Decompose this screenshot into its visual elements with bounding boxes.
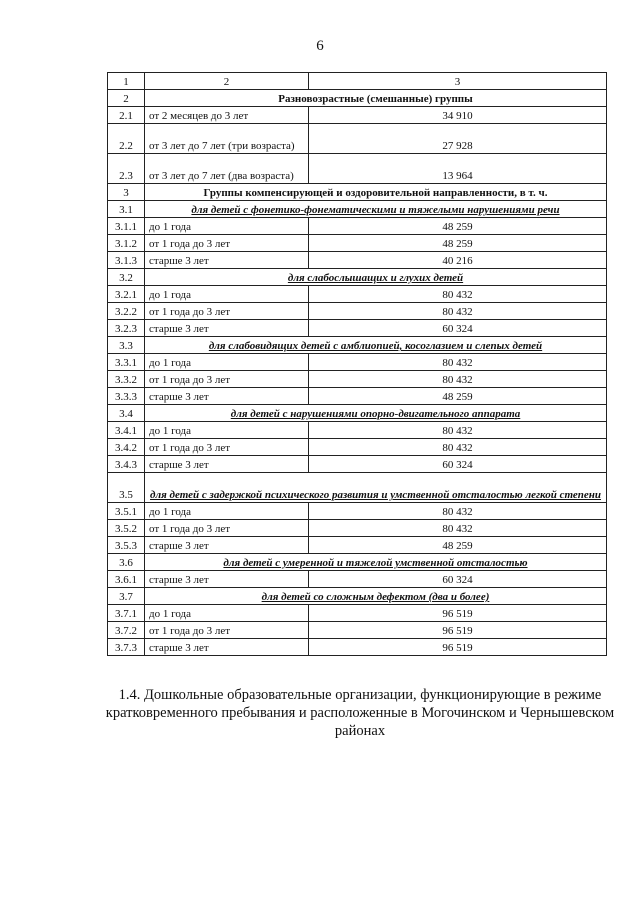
cost-value-cell: 96 519 xyxy=(309,639,607,656)
age-range-cell: старше 3 лет xyxy=(145,571,309,588)
table-row xyxy=(108,571,607,588)
age-range-cell: от 2 месяцев до 3 лет xyxy=(145,107,309,124)
cost-value-cell: 34 910 xyxy=(309,107,607,124)
table-row xyxy=(108,252,607,269)
page-number: 6 xyxy=(316,38,324,54)
cost-value-cell: 40 216 xyxy=(309,252,607,269)
group-header-row xyxy=(108,90,607,107)
table-row xyxy=(108,235,607,252)
row-number: 3.1.1 xyxy=(108,218,145,235)
table-row xyxy=(108,439,607,456)
age-range-cell: старше 3 лет xyxy=(145,639,309,656)
cost-value-cell: 80 432 xyxy=(309,503,607,520)
subgroup-header-row xyxy=(108,201,607,218)
age-range-cell: до 1 года xyxy=(145,354,309,371)
table-row xyxy=(108,124,607,154)
header-cell-2: 2 xyxy=(145,73,309,90)
table-row xyxy=(108,107,607,124)
row-number: 3.2.2 xyxy=(108,303,145,320)
table-row xyxy=(108,605,607,622)
cost-value-cell: 13 964 xyxy=(309,154,607,184)
row-number: 3.6 xyxy=(108,554,145,571)
row-number: 3.1 xyxy=(108,201,145,218)
cost-value-cell: 80 432 xyxy=(309,371,607,388)
age-range-cell: старше 3 лет xyxy=(145,252,309,269)
table-row xyxy=(108,639,607,656)
table-row xyxy=(108,218,607,235)
age-range-cell: от 1 года до 3 лет xyxy=(145,303,309,320)
group-title-cell: Разновозрастные (смешанные) группы xyxy=(145,90,607,107)
table-row xyxy=(108,354,607,371)
row-number: 3.3.2 xyxy=(108,371,145,388)
age-range-cell: старше 3 лет xyxy=(145,456,309,473)
row-number: 3 xyxy=(108,184,145,201)
row-number: 3.1.3 xyxy=(108,252,145,269)
cost-value-cell: 60 324 xyxy=(309,320,607,337)
cost-value-cell: 48 259 xyxy=(309,218,607,235)
row-number: 3.3 xyxy=(108,337,145,354)
tariff-table xyxy=(107,72,607,656)
subgroup-header-row xyxy=(108,405,607,422)
cost-value-cell: 27 928 xyxy=(309,124,607,154)
row-number: 3.3.3 xyxy=(108,388,145,405)
subgroup-header-row xyxy=(108,554,607,571)
cost-value-cell: 80 432 xyxy=(309,422,607,439)
row-number: 3.4.2 xyxy=(108,439,145,456)
group-title-cell: Группы компенсирующей и оздоровительной направленности, в т. ч. xyxy=(145,184,607,201)
row-number: 3.7 xyxy=(108,588,145,605)
tariff-table-body xyxy=(108,73,607,656)
subgroup-title-cell: для детей с фонетико-фонематическими и тяжелыми нарушениями речи xyxy=(145,201,607,218)
cost-value-cell: 48 259 xyxy=(309,537,607,554)
row-number: 3.2.3 xyxy=(108,320,145,337)
table-row xyxy=(108,388,607,405)
row-number: 2.3 xyxy=(108,154,145,184)
age-range-cell: от 1 года до 3 лет xyxy=(145,439,309,456)
table-row xyxy=(108,303,607,320)
cost-value-cell: 96 519 xyxy=(309,605,607,622)
header-row xyxy=(108,73,607,90)
row-number: 3.4.1 xyxy=(108,422,145,439)
row-number: 3.7.1 xyxy=(108,605,145,622)
row-number: 3.5.1 xyxy=(108,503,145,520)
cost-value-cell: 80 432 xyxy=(309,303,607,320)
subgroup-title-cell: для детей с нарушениями опорно-двигательного аппарата xyxy=(145,405,607,422)
cost-value-cell: 80 432 xyxy=(309,286,607,303)
subgroup-header-row xyxy=(108,337,607,354)
subgroup-title-cell: для детей с задержкой психического развития и умственной отсталостью легкой степени xyxy=(145,473,607,503)
table-row xyxy=(108,320,607,337)
row-number: 2 xyxy=(108,90,145,107)
subgroup-header-row xyxy=(108,269,607,286)
table-row xyxy=(108,154,607,184)
row-number: 3.4 xyxy=(108,405,145,422)
age-range-cell: старше 3 лет xyxy=(145,320,309,337)
group-header-row xyxy=(108,184,607,201)
age-range-cell: до 1 года xyxy=(145,422,309,439)
row-number: 3.2.1 xyxy=(108,286,145,303)
cost-value-cell: 80 432 xyxy=(309,520,607,537)
subgroup-title-cell: для детей со сложным дефектом (два и более) xyxy=(145,588,607,605)
row-number: 3.3.1 xyxy=(108,354,145,371)
age-range-cell: старше 3 лет xyxy=(145,388,309,405)
cost-value-cell: 60 324 xyxy=(309,571,607,588)
age-range-cell: от 1 года до 3 лет xyxy=(145,520,309,537)
row-number: 2.1 xyxy=(108,107,145,124)
age-range-cell: до 1 года xyxy=(145,503,309,520)
age-range-cell: от 3 лет до 7 лет (три возраста) xyxy=(145,124,309,154)
cost-value-cell: 80 432 xyxy=(309,354,607,371)
age-range-cell: от 3 лет до 7 лет (два возраста) xyxy=(145,154,309,184)
table-row xyxy=(108,520,607,537)
subgroup-title-cell: для слабовидящих детей с амблиопией, косоглазием и слепых детей xyxy=(145,337,607,354)
row-number: 3.2 xyxy=(108,269,145,286)
age-range-cell: от 1 года до 3 лет xyxy=(145,622,309,639)
age-range-cell: до 1 года xyxy=(145,218,309,235)
header-cell-1: 1 xyxy=(108,73,145,90)
subgroup-header-row xyxy=(108,588,607,605)
cost-value-cell: 48 259 xyxy=(309,388,607,405)
subgroup-header-row xyxy=(108,473,607,503)
table-row xyxy=(108,622,607,639)
row-number: 3.7.2 xyxy=(108,622,145,639)
age-range-cell: от 1 года до 3 лет xyxy=(145,371,309,388)
cost-value-cell: 96 519 xyxy=(309,622,607,639)
section-paragraph: 1.4. Дошкольные образовательные организации, функционирующие в режиме кратковременного пребывания и расположенные в Могочинском и Чернышевском районах xyxy=(105,687,615,739)
row-number: 3.5.2 xyxy=(108,520,145,537)
row-number: 3.4.3 xyxy=(108,456,145,473)
table-row xyxy=(108,456,607,473)
age-range-cell: до 1 года xyxy=(145,605,309,622)
table-row xyxy=(108,503,607,520)
subgroup-title-cell: для детей с умеренной и тяжелой умственной отсталостью xyxy=(145,554,607,571)
age-range-cell: от 1 года до 3 лет xyxy=(145,235,309,252)
subgroup-title-cell: для слабослышащих и глухих детей xyxy=(145,269,607,286)
table-row xyxy=(108,286,607,303)
row-number: 3.1.2 xyxy=(108,235,145,252)
row-number: 3.5 xyxy=(108,473,145,503)
row-number: 3.6.1 xyxy=(108,571,145,588)
table-row xyxy=(108,422,607,439)
header-cell-3: 3 xyxy=(309,73,607,90)
table-row xyxy=(108,371,607,388)
age-range-cell: до 1 года xyxy=(145,286,309,303)
row-number: 2.2 xyxy=(108,124,145,154)
row-number: 3.7.3 xyxy=(108,639,145,656)
cost-value-cell: 48 259 xyxy=(309,235,607,252)
row-number: 3.5.3 xyxy=(108,537,145,554)
cost-value-cell: 60 324 xyxy=(309,456,607,473)
table-row xyxy=(108,537,607,554)
age-range-cell: старше 3 лет xyxy=(145,537,309,554)
cost-value-cell: 80 432 xyxy=(309,439,607,456)
